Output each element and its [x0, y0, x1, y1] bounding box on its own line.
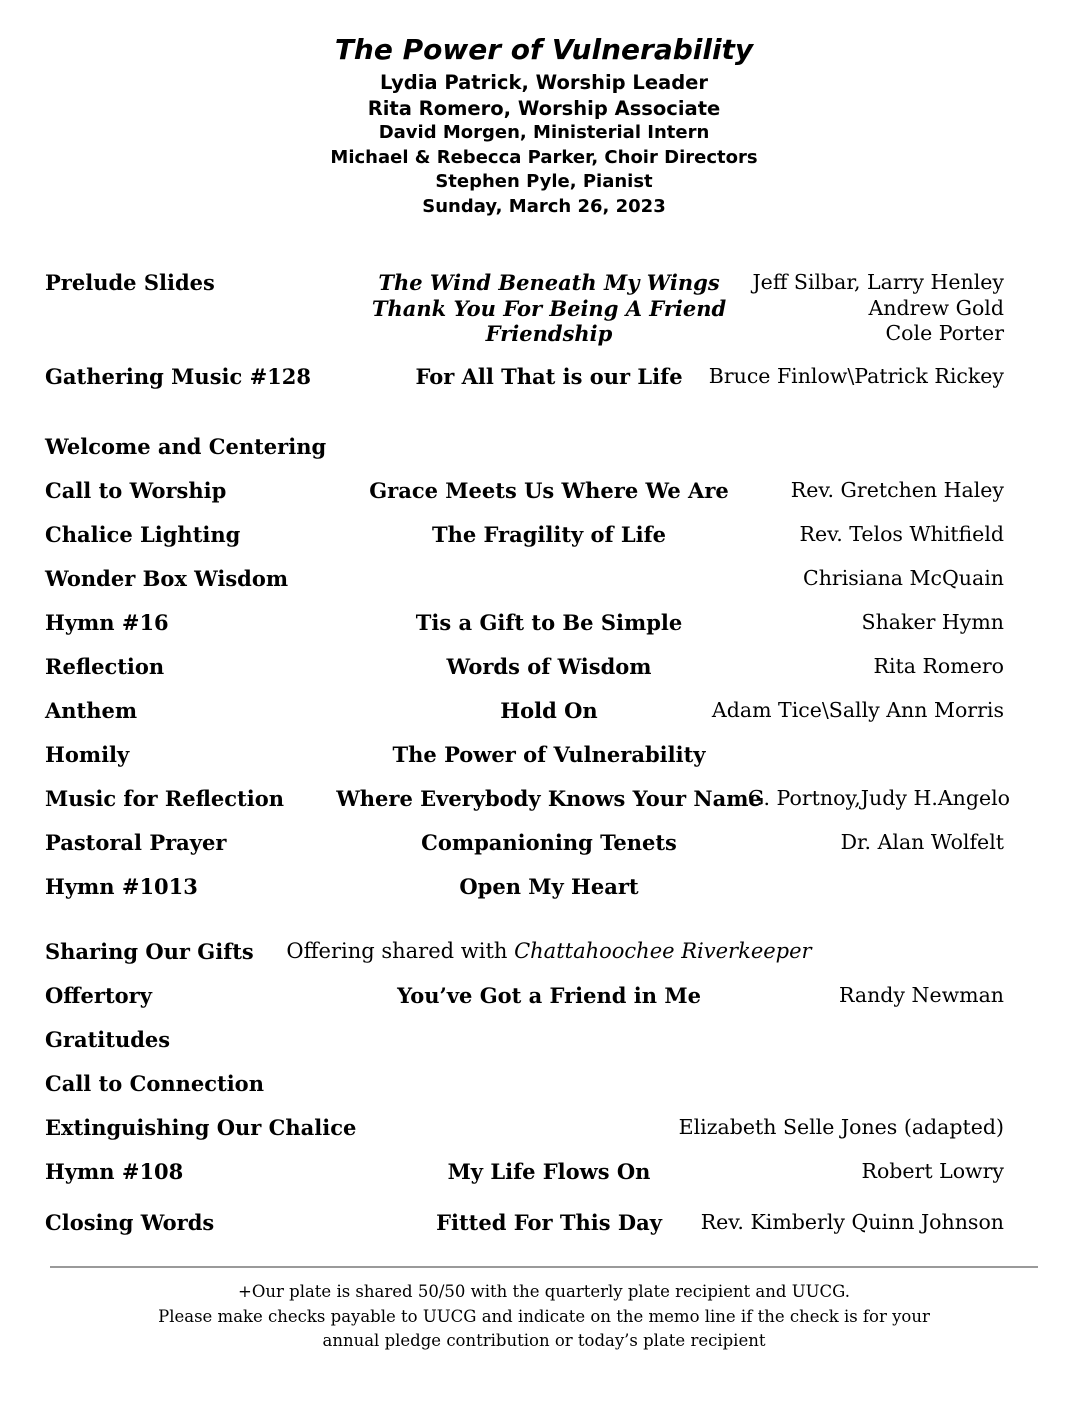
program-credit: Andrew Gold — [868, 295, 1004, 320]
worship-leader-line: Lydia Patrick, Worship Leader — [379, 71, 709, 94]
program-credit: Robert Lowry — [861, 1159, 1004, 1183]
program-credit: G. Portnoy,Judy H.Angelo — [747, 786, 1010, 810]
program-label: Call to Connection — [45, 1071, 264, 1096]
program-title: Thank You For Being A Friend — [371, 295, 727, 321]
program-label: Homily — [45, 742, 130, 767]
program-label: Closing Words — [45, 1210, 215, 1235]
program-title: The Power of Vulnerability — [392, 742, 706, 767]
program-credit: Dr. Alan Wolfelt — [840, 830, 1004, 854]
program-credit: Shaker Hymn — [861, 610, 1004, 634]
footer-line: +Our plate is shared 50/50 with the quarterly plate recipient and UUCG. — [238, 1282, 850, 1301]
program-label: Music for Reflection — [45, 786, 285, 811]
ministerial-intern-line: David Morgen, Ministerial Intern — [378, 122, 710, 143]
program-credit: Chrisiana McQuain — [803, 566, 1004, 590]
program-title: Words of Wisdom — [446, 654, 652, 679]
program-title: You’ve Got a Friend in Me — [397, 983, 701, 1008]
footer-note — [0, 1280, 1088, 1354]
program-label: Pastoral Prayer — [45, 830, 227, 855]
program-title: The Fragility of Life — [431, 522, 667, 547]
program-label: Sharing Our Gifts — [45, 939, 254, 964]
program-title: Friendship — [485, 321, 613, 346]
program-title: Companioning Tenets — [421, 830, 677, 855]
offering-recipient: Chattahoochee Riverkeeper — [514, 939, 812, 963]
program-label: Hymn #1013 — [45, 874, 198, 899]
program-title: Hold On — [500, 698, 598, 723]
prelude-credits — [752, 270, 1004, 347]
program-title: My Life Flows On — [447, 1159, 651, 1184]
program-credit: Rita Romero — [873, 654, 1004, 678]
program-credit: Adam Tice\Sally Ann Morris — [711, 698, 1004, 722]
program-label: Wonder Box Wisdom — [45, 566, 289, 591]
program-label: Gratitudes — [45, 1027, 171, 1052]
worship-associate-line: Rita Romero, Worship Associate — [367, 96, 721, 120]
program-label: Prelude Slides — [45, 270, 215, 295]
program-title: Tis a Gift to Be Simple — [415, 610, 683, 635]
choir-directors-line: Michael & Rebecca Parker, Choir Directors — [330, 146, 758, 168]
program-title: For All That is our Life — [415, 364, 683, 389]
program-label: Anthem — [45, 698, 138, 723]
service-title: The Power of Vulnerability — [334, 33, 754, 66]
program-title: The Wind Beneath My Wings — [378, 270, 720, 295]
footer-line: Please make checks payable to UUCG and indicate on the memo line if the check is for your — [158, 1306, 930, 1326]
program-label: Chalice Lighting — [45, 522, 241, 547]
program-credit: Bruce Finlow\Patrick Rickey — [708, 364, 1004, 388]
offering-note-prefix: Offering shared with — [286, 939, 515, 963]
offering-note — [249, 939, 849, 963]
service-date: Sunday, March 26, 2023 — [422, 195, 666, 217]
program-credit: Rev. Gretchen Haley — [790, 478, 1004, 502]
prelude-titles — [289, 270, 809, 347]
program-label: Call to Worship — [45, 478, 227, 503]
program-credit: Rev. Telos Whitfield — [799, 522, 1004, 546]
program-label: Gathering Music #128 — [45, 364, 312, 389]
program-title: Where Everybody Knows Your Name — [336, 786, 762, 811]
footer-divider — [50, 1266, 1038, 1268]
program-credit: Jeff Silbar, Larry Henley — [752, 270, 1004, 294]
program-credit: Elizabeth Selle Jones (adapted) — [678, 1115, 1004, 1139]
pianist-line: Stephen Pyle, Pianist — [435, 171, 653, 192]
program-credit: Cole Porter — [885, 321, 1004, 345]
program-label: Hymn #108 — [45, 1159, 184, 1184]
program-title: Fitted For This Day — [436, 1210, 662, 1235]
program-title: Grace Meets Us Where We Are — [369, 478, 729, 503]
program-label: Welcome and Centering — [45, 434, 327, 459]
program-credit: Rev. Kimberly Quinn Johnson — [700, 1210, 1004, 1234]
program-label: Reflection — [45, 654, 165, 679]
program-label: Extinguishing Our Chalice — [45, 1115, 357, 1140]
program-credit: Randy Newman — [838, 983, 1004, 1007]
program-label: Hymn #16 — [45, 610, 169, 635]
program-title: Open My Heart — [459, 874, 639, 899]
program-label: Offertory — [45, 983, 152, 1008]
footer-line: annual pledge contribution or today’s plate recipient — [322, 1331, 766, 1350]
bulletin-header — [0, 30, 1088, 219]
